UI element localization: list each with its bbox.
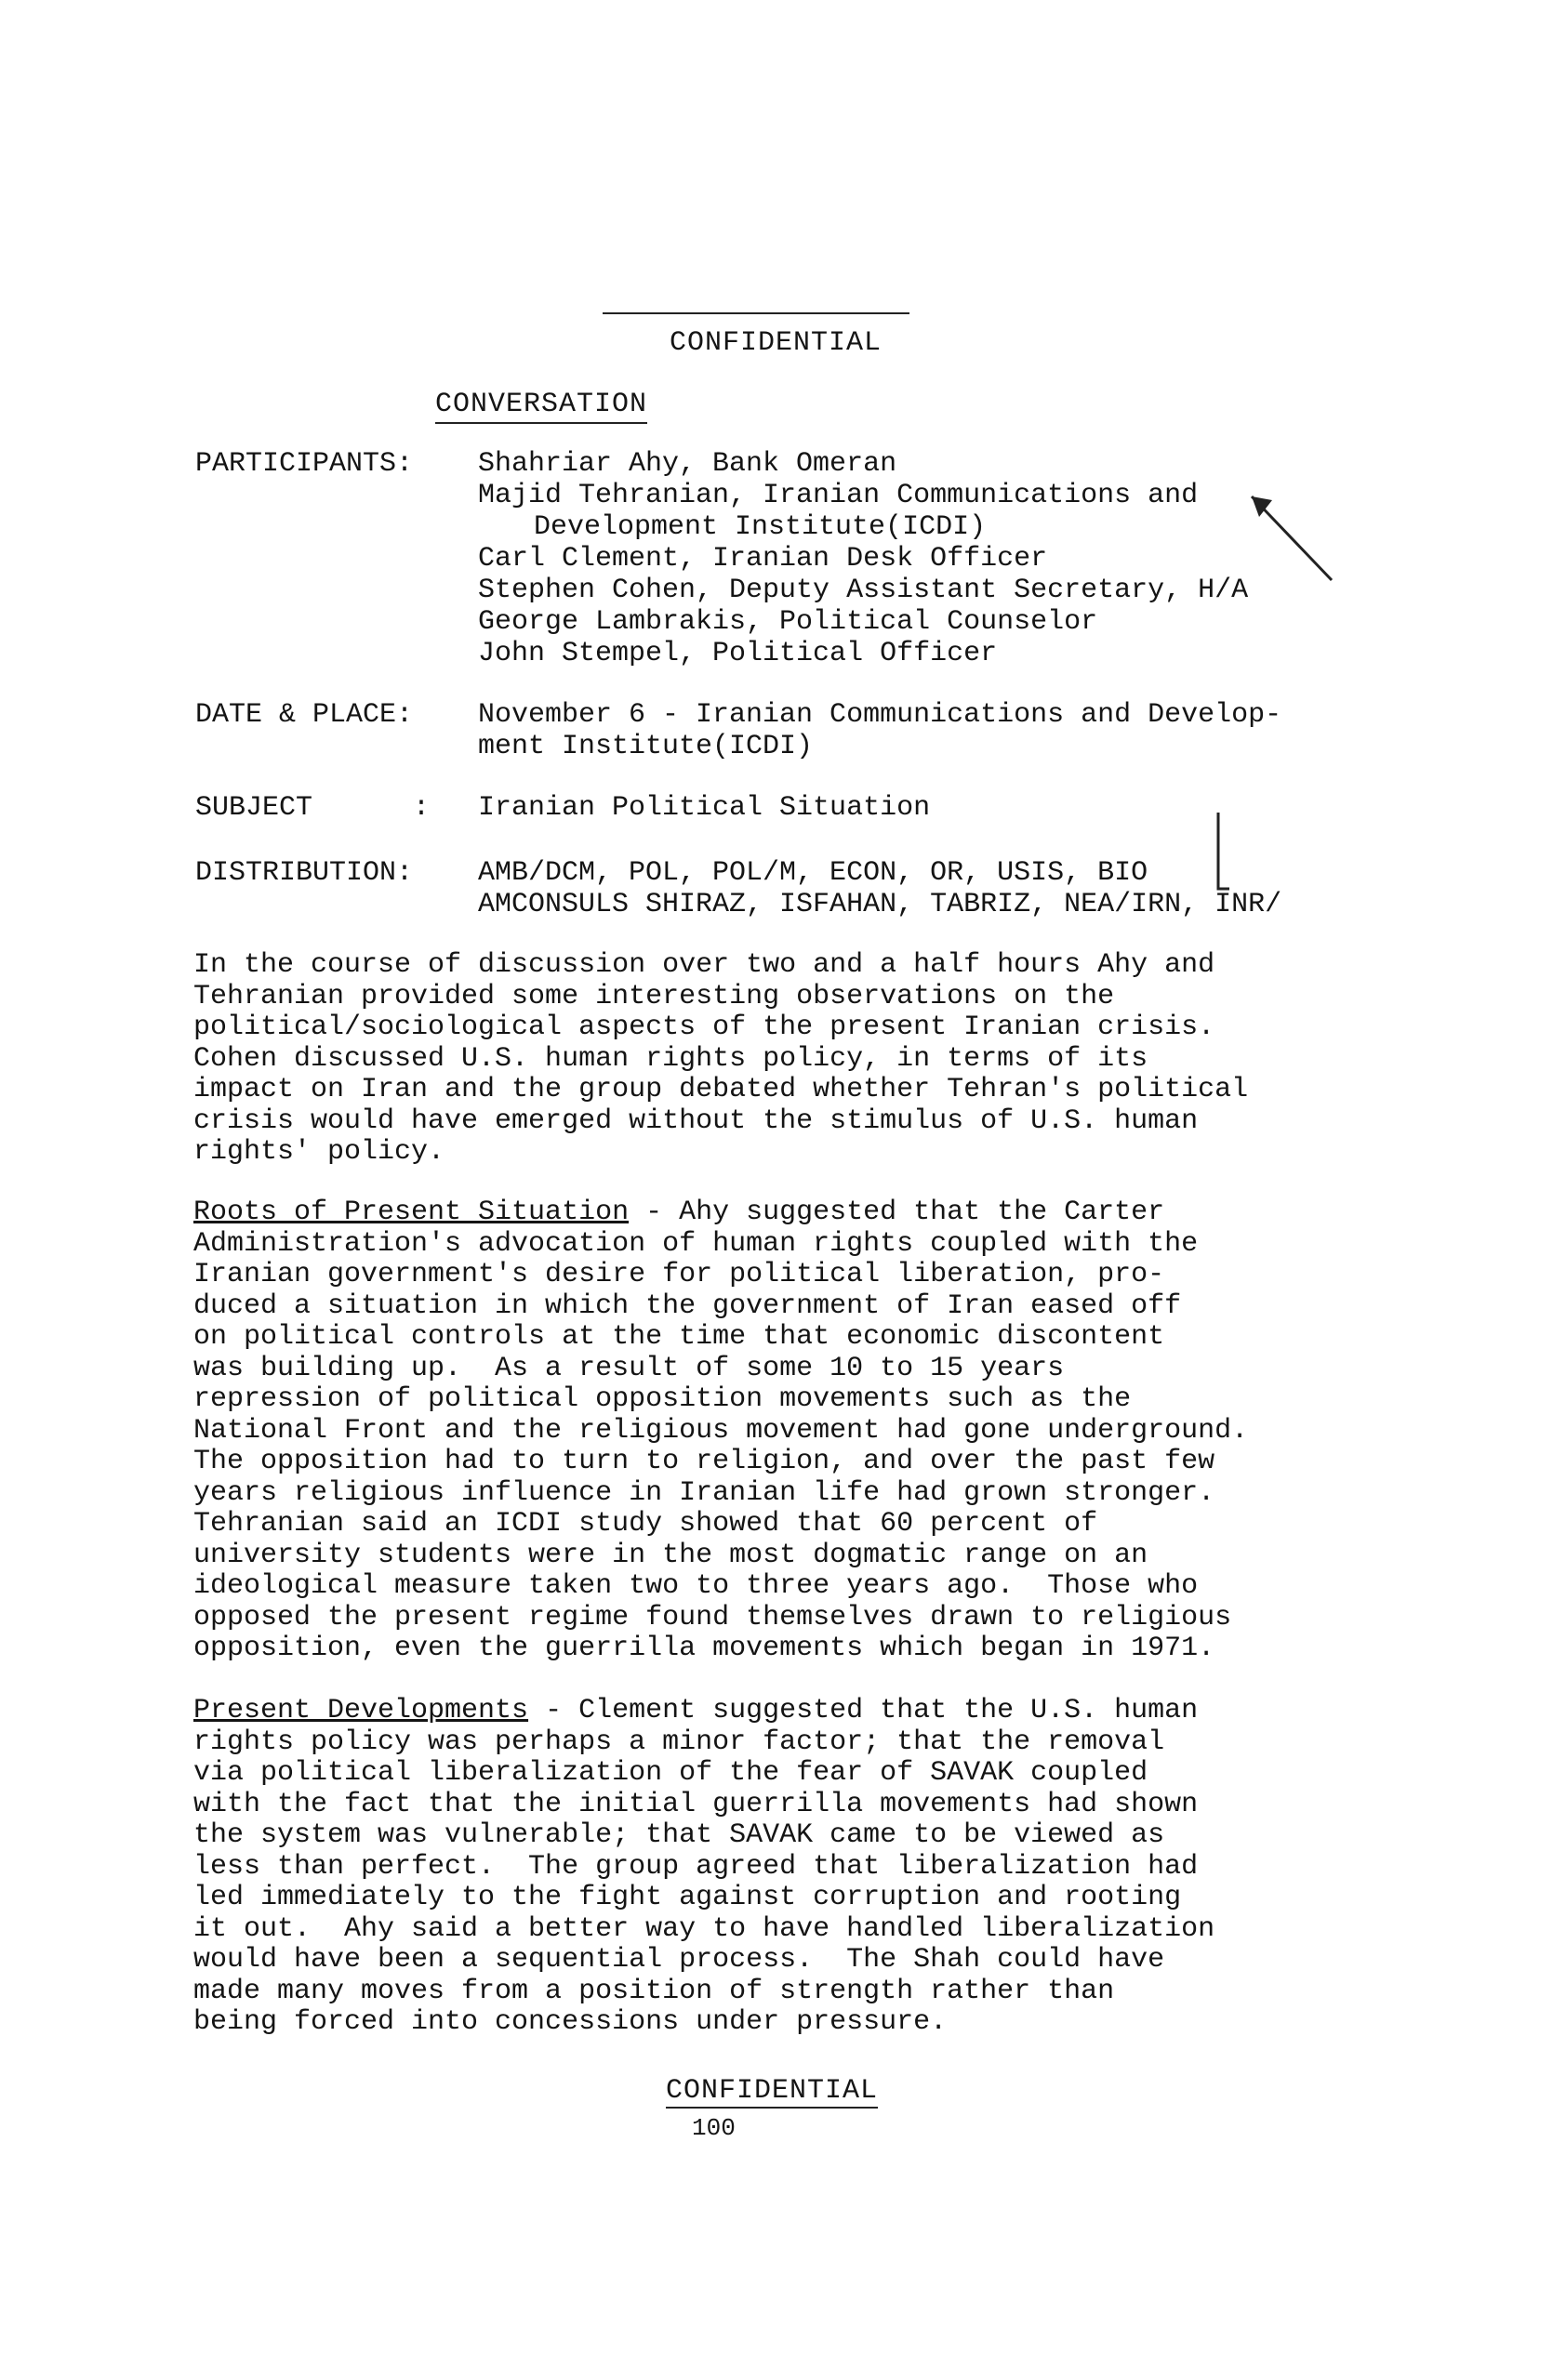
paragraph-line: political/sociological aspects of the present Iranian crisis. bbox=[193, 1012, 1215, 1043]
participant-line: Stephen Cohen, Deputy Assistant Secretary, H/A bbox=[478, 575, 1249, 606]
paragraph-line: with the fact that the initial guerrilla movements had shown bbox=[193, 1788, 1199, 1820]
participant-line: Majid Tehranian, Iranian Communications and bbox=[478, 480, 1199, 511]
date-place-line: ment Institute(ICDI) bbox=[478, 731, 814, 762]
paragraph-line: university students were in the most dogmatic range on an bbox=[193, 1539, 1148, 1571]
date-place-line: November 6 - Iranian Communications and Develop- bbox=[478, 699, 1282, 731]
participant-line: John Stempel, Political Officer bbox=[478, 638, 998, 669]
paragraph-line: would have been a sequential process. The Shah could have bbox=[193, 1944, 1165, 1976]
subject-value bbox=[478, 792, 930, 824]
paragraph-line: impact on Iran and the group debated whether Tehran's political bbox=[193, 1074, 1249, 1105]
top-rule bbox=[603, 312, 909, 314]
paragraph-line: via political liberalization of the fear of SAVAK coupled bbox=[193, 1757, 1148, 1789]
paragraph-line: Tehranian provided some interesting observations on the bbox=[193, 980, 1115, 1012]
paragraph-line: National Front and the religious movement had gone underground. bbox=[193, 1414, 1249, 1447]
paragraph-roots bbox=[193, 1197, 1393, 1665]
paragraph-line: The opposition had to turn to religion, and over the past few bbox=[193, 1446, 1215, 1477]
paragraph-intro bbox=[193, 950, 1393, 1169]
paragraph-developments bbox=[193, 1696, 1393, 2039]
paragraph-line: on political controls at the time that economic discontent bbox=[193, 1321, 1165, 1353]
paragraph-line: rights' policy. bbox=[193, 1136, 445, 1168]
paragraph-line: repression of political opposition movements such as the bbox=[193, 1383, 1132, 1415]
section-heading: Present Developments bbox=[193, 1695, 529, 1726]
page-number: 100 bbox=[692, 2114, 736, 2142]
subject-label: SUBJECT : bbox=[195, 792, 431, 824]
paragraph-line bbox=[193, 1197, 1393, 1229]
participant-line: Development Institute(ICDI) bbox=[534, 511, 987, 543]
paragraph-text: - Clement suggested that the U.S. human bbox=[528, 1695, 1199, 1726]
distribution-value bbox=[478, 857, 1281, 920]
participants-label: PARTICIPANTS: bbox=[195, 448, 414, 480]
document-type-heading: CONVERSATION bbox=[435, 389, 647, 424]
section-heading: Roots of Present Situation bbox=[193, 1197, 630, 1228]
paragraph-line: opposition, even the guerrilla movements which began in 1971. bbox=[193, 1633, 1215, 1664]
paragraph-line: Administration's advocation of human rights coupled with the bbox=[193, 1227, 1199, 1260]
paragraph-line: the system was vulnerable; that SAVAK came to be viewed as bbox=[193, 1819, 1165, 1851]
paragraph-line: In the course of discussion over two and a half hours Ahy and bbox=[193, 949, 1215, 981]
paragraph-line: it out. Ahy said a better way to have handled liberalization bbox=[193, 1912, 1215, 1945]
paragraph-line: crisis would have emerged without the stimulus of U.S. human bbox=[193, 1104, 1199, 1137]
paragraph-line: ideological measure taken two to three years ago. Those who bbox=[193, 1570, 1199, 1602]
paragraph-line: was building up. As a result of some 10 to 15 years bbox=[193, 1352, 1065, 1384]
paragraph-line: less than perfect. The group agreed that liberalization had bbox=[193, 1850, 1199, 1883]
paragraph-line: Tehranian said an ICDI study showed that 60 percent of bbox=[193, 1508, 1098, 1540]
paragraph-line bbox=[193, 1696, 1393, 1727]
paragraph-line: Iranian government's desire for political liberation, pro- bbox=[193, 1259, 1165, 1290]
date-place-label: DATE & PLACE: bbox=[195, 699, 414, 731]
margin-arrow-mark bbox=[1246, 483, 1358, 595]
paragraph-line: Cohen discussed U.S. human rights policy, in terms of its bbox=[193, 1042, 1148, 1075]
margin-bracket-mark bbox=[1209, 809, 1237, 892]
paragraph-line: opposed the present regime found themselves drawn to religious bbox=[193, 1601, 1232, 1633]
participant-line: Shahriar Ahy, Bank Omeran bbox=[478, 448, 897, 480]
participant-line: Carl Clement, Iranian Desk Officer bbox=[478, 543, 1048, 575]
subject-line: Iranian Political Situation bbox=[478, 792, 931, 824]
paragraph-line: duced a situation in which the government of Iran eased off bbox=[193, 1289, 1182, 1322]
classification-bottom: CONFIDENTIAL bbox=[666, 2075, 879, 2107]
paragraph-text: - Ahy suggested that the Carter bbox=[629, 1197, 1165, 1228]
classification-top: CONFIDENTIAL bbox=[670, 327, 883, 359]
paragraph-line: led immediately to the fight against corruption and rooting bbox=[193, 1882, 1182, 1913]
distribution-line: AMB/DCM, POL, POL/M, ECON, OR, USIS, BIO bbox=[478, 857, 1148, 889]
date-place-value bbox=[478, 699, 1281, 762]
distribution-line: AMCONSULS SHIRAZ, ISFAHAN, TABRIZ, NEA/IRN, INR/ bbox=[478, 889, 1282, 920]
participants-list bbox=[478, 448, 1248, 669]
paragraph-line: rights policy was perhaps a minor factor; that the removal bbox=[193, 1726, 1165, 1758]
paragraph-line: being forced into concessions under pressure. bbox=[193, 2006, 948, 2038]
paragraph-line: made many moves from a position of strength rather than bbox=[193, 1975, 1115, 2007]
distribution-label: DISTRIBUTION: bbox=[195, 857, 414, 889]
paragraph-line: years religious influence in Iranian life had grown stronger. bbox=[193, 1476, 1215, 1509]
participant-line: George Lambrakis, Political Counselor bbox=[478, 606, 1098, 638]
